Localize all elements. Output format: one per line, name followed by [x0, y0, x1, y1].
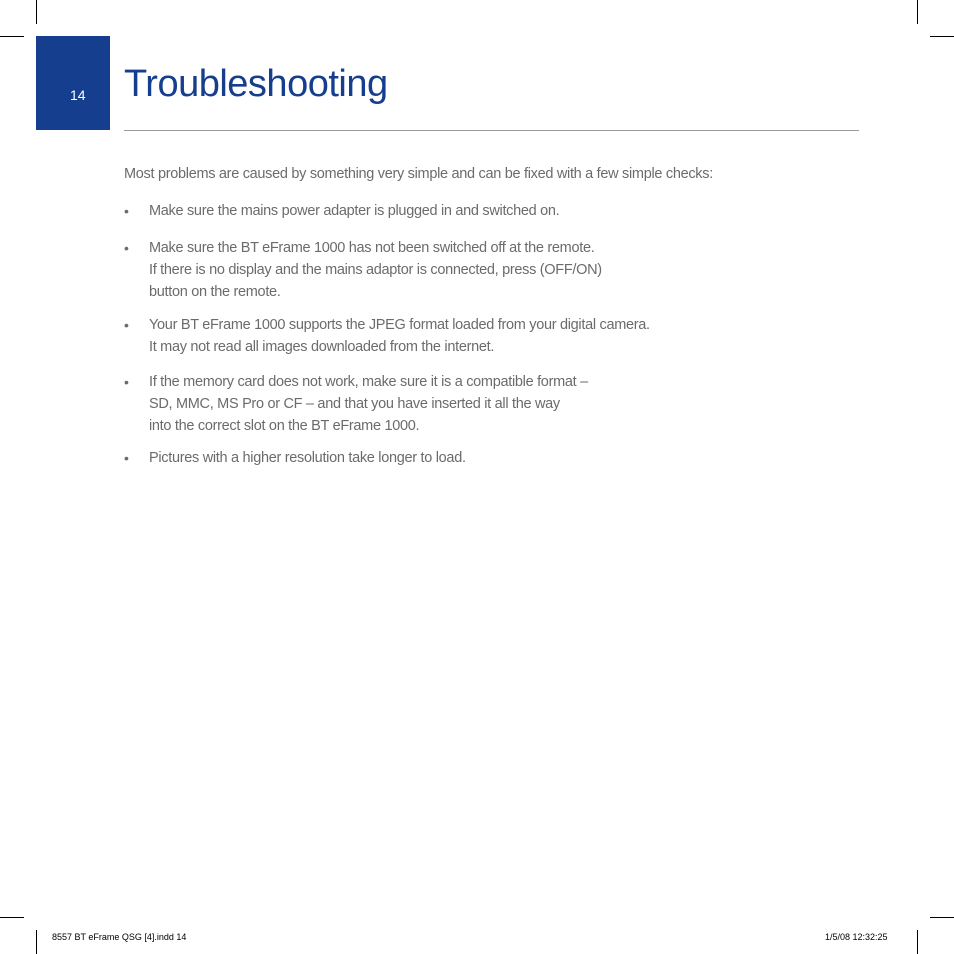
crop-mark: [930, 917, 954, 918]
list-item-text: SD, MMC, MS Pro or CF – and that you have inserted it all the way: [149, 396, 560, 412]
footer-filename: 8557 BT eFrame QSG [4].indd 14: [52, 932, 187, 942]
bullet-icon: •: [124, 450, 129, 466]
intro-text: Most problems are caused by something very simple and can be fixed with a few simple checks:: [124, 166, 713, 182]
list-item-text: Make sure the BT eFrame 1000 has not been switched off at the remote.: [149, 240, 595, 256]
crop-mark: [0, 917, 24, 918]
page-number: 14: [70, 87, 86, 103]
crop-mark: [930, 36, 954, 37]
title-divider: [124, 130, 859, 131]
crop-mark: [0, 36, 24, 37]
list-item-text: into the correct slot on the BT eFrame 1000.: [149, 418, 420, 434]
page-number-tab: [36, 36, 110, 130]
list-item-text: Pictures with a higher resolution take longer to load.: [149, 450, 466, 466]
bullet-icon: •: [124, 374, 129, 390]
bullet-icon: •: [124, 240, 129, 256]
footer-timestamp: 1/5/08 12:32:25: [825, 932, 888, 942]
crop-mark: [36, 930, 37, 954]
bullet-icon: •: [124, 203, 129, 219]
list-item-text: If there is no display and the mains adaptor is connected, press (OFF/ON): [149, 262, 602, 278]
list-item-text: Your BT eFrame 1000 supports the JPEG format loaded from your digital camera.: [149, 317, 650, 333]
list-item-text: button on the remote.: [149, 284, 281, 300]
crop-mark: [36, 0, 37, 24]
list-item-text: If the memory card does not work, make sure it is a compatible format –: [149, 374, 588, 390]
crop-mark: [917, 930, 918, 954]
crop-mark: [917, 0, 918, 24]
page-title: Troubleshooting: [124, 63, 388, 105]
list-item-text: Make sure the mains power adapter is plugged in and switched on.: [149, 203, 560, 219]
list-item-text: It may not read all images downloaded from the internet.: [149, 339, 495, 355]
bullet-icon: •: [124, 317, 129, 333]
